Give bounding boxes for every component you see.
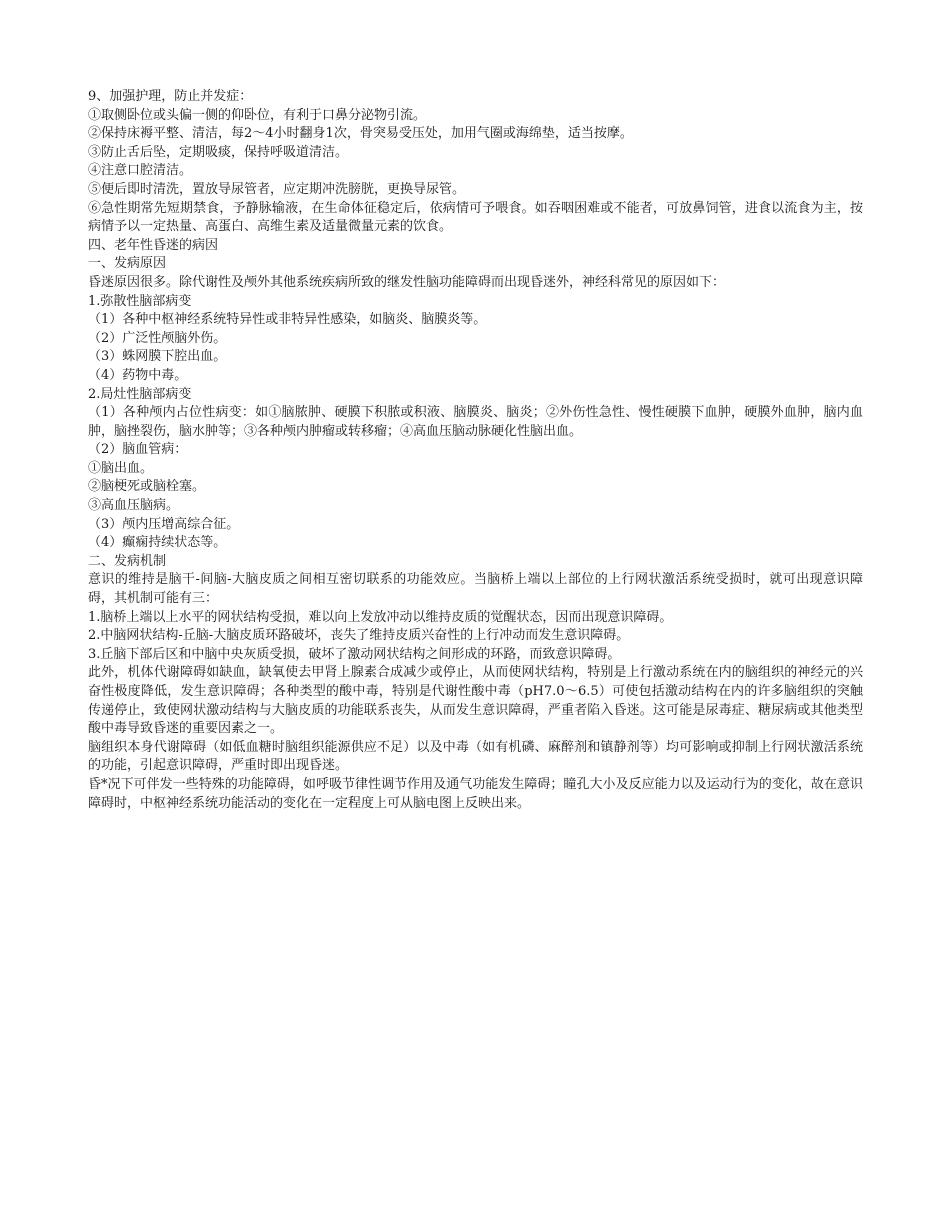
list-item: 1.脑桥上端以上水平的网状结构受损，难以向上发放冲动以维持皮质的觉醒状态，因而出现意识障碍。 [88, 609, 673, 625]
list-item: （1）各种颅内占位性病变：如①脑脓肿、硬膜下积脓或积液、脑膜炎、脑炎；②外伤性急性、慢性硬膜下血肿，硬膜外血肿，脑内血肿，脑挫裂伤，脑水肿等；③各种颅内肿瘤或转移瘤；④高血压脑动脉硬化性脑出血。 [88, 405, 863, 439]
text-line: 9、加强护理，防止并发症： [88, 89, 253, 104]
list-item: （2）脑血管病： [88, 442, 188, 458]
text-paragraph: 脑组织本身代谢障碍（如低血糖时脑组织能源供应不足）以及中毒（如有机磷、麻醉剂和镇静剂等）均可影响或抑制上行网状激活系统的功能，引起意识障碍，严重时即出现昏迷。 [88, 739, 863, 774]
text-paragraph: 昏*况下可伴发一些特殊的功能障碍，如呼吸节律性调节作用及通气功能发生障碍；瞳孔大小及反应能力以及运动行为的变化，故在意识障碍时，中枢神经系统功能活动的变化在一定程度上可从脑电图上反映出来。 [88, 776, 863, 811]
text-line: ②保持床褥平整、清洁，每2～4小时翻身1次，骨突易受压处，加用气圈或海绵垫，适当按摩。 [88, 126, 633, 142]
subsection-heading: 2.局灶性脑部病变 [88, 386, 192, 402]
section-heading: 二、发病机制 [88, 553, 167, 569]
text-paragraph: 此外，机体代谢障碍如缺血，缺氧使去甲肾上腺素合成减少或停止，从而使网状结构，特别是上行激动系统在内的脑组织的神经元的兴奋性极度降低，发生意识障碍；各种类型的酸中毒，特别是代谢性酸中毒（pH7.0～6.5）可使包括激动结构在内的许多脑组织的突触传递停止，致使网状激动结构与大脑皮质的功能联系丧失，从而发生意识障碍，严重者陷入昏迷。这可能是尿毒症、糖尿病或其他类型酸中毒导致昏迷的重要因素之一。 [88, 665, 863, 737]
list-item: ②脑梗死或脑栓塞。 [88, 479, 206, 495]
list-item: ③高血压脑病。 [88, 498, 180, 514]
list-item: （2）广泛性颅脑外伤。 [88, 330, 227, 346]
list-item: （1）各种中枢神经系统特异性或非特异性感染，如脑炎、脑膜炎等。 [88, 312, 487, 328]
list-item: ①脑出血。 [88, 460, 154, 476]
text-paragraph: ⑥急性期常先短期禁食，予静脉输液，在生命体征稳定后，依病情可予喂食。如吞咽困难或不能者，可放鼻饲管，进食以流食为主，按病情予以一定热量、高蛋白、高维生素及适量微量元素的饮食。 [88, 200, 863, 235]
text-paragraph: 意识的维持是脑干-间脑-大脑皮质之间相互密切联系的功能效应。当脑桥上端以上部位的上行网状激活系统受损时，就可出现意识障碍，其机制可能有三： [88, 572, 863, 607]
section-heading: 一、发病原因 [88, 256, 167, 272]
text-line: ③防止舌后坠，定期吸痰，保持呼吸道清洁。 [88, 144, 349, 160]
text-line: ⑤便后即时清洗，置放导尿管者，应定期冲洗膀胱，更换导尿管。 [88, 181, 466, 197]
list-item: （4）癫痫持续状态等。 [88, 535, 227, 551]
section-heading: 四、老年性昏迷的病因 [88, 237, 219, 253]
list-item: （3）颅内压增高综合征。 [88, 516, 240, 532]
text-line: ④注意口腔清洁。 [88, 163, 193, 179]
document-page [88, 88, 863, 813]
text-paragraph: 昏迷原因很多。除代谢性及颅外其他系统疾病所致的继发性脑功能障碍而出现昏迷外，神经科常见的原因如下： [88, 274, 726, 290]
list-item: （4）药物中毒。 [88, 367, 188, 383]
list-item: 3.丘脑下部后区和中脑中央灰质受损，破坏了激动网状结构之间形成的环路，而致意识障碍。 [88, 646, 621, 662]
list-item: 2.中脑网状结构-丘脑-大脑皮质环路破坏，丧失了维持皮质兴奋性的上行冲动而发生意识障碍。 [88, 628, 630, 644]
list-item: （3）蛛网膜下腔出血。 [88, 349, 227, 365]
subsection-heading: 1.弥散性脑部病变 [88, 293, 192, 309]
text-line: ①取侧卧位或头偏一侧的仰卧位，有利于口鼻分泌物引流。 [88, 107, 427, 123]
